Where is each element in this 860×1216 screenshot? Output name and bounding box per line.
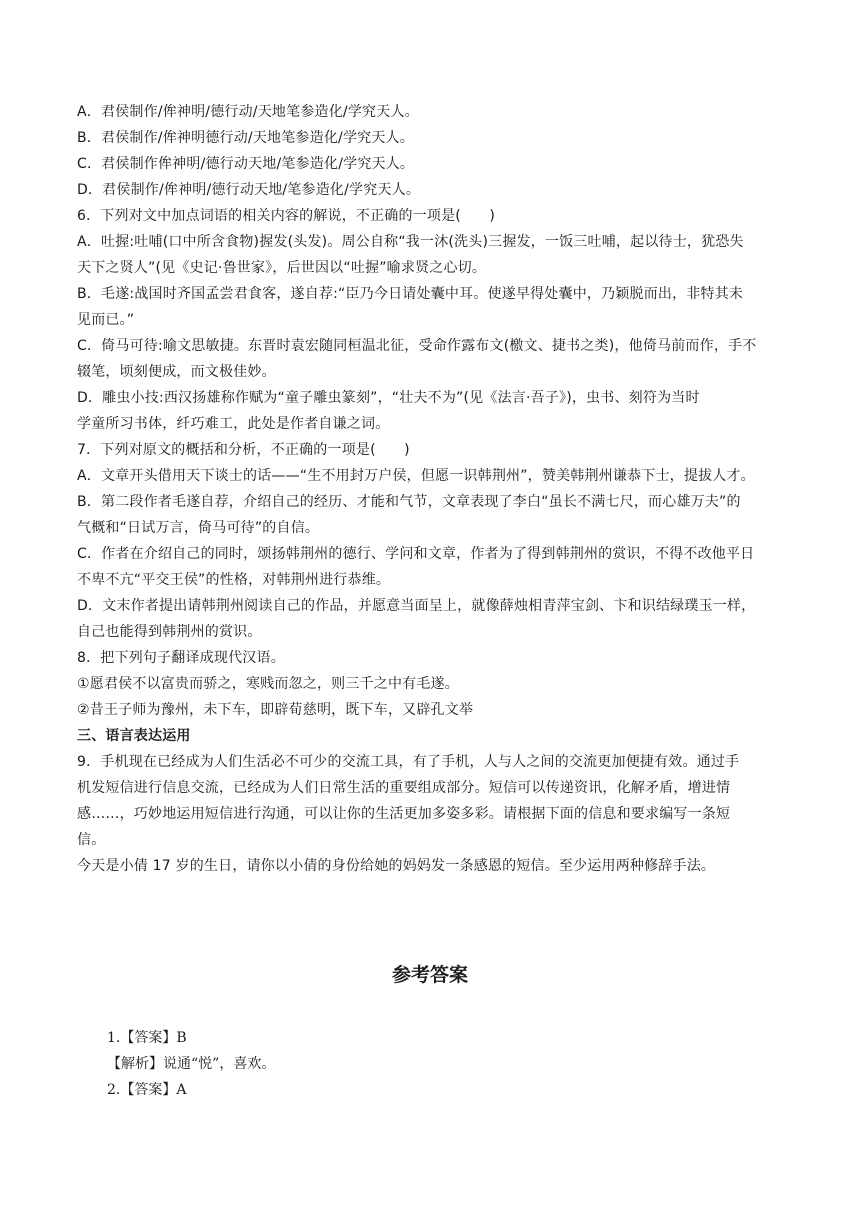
q5-option-a: A．君侯制作/侔神明/德行动/天地笔参造化/学究天人。	[77, 104, 419, 120]
q6-option-b-line1: B．毛遂:战国时齐国孟尝君食客，遂自荐:“臣乃今日请处囊中耳。使遂早得处囊中，乃颖脱而出，非特其未	[77, 286, 744, 302]
answer-1-explanation: 【解析】说通“悦”，喜欢。	[107, 1056, 276, 1072]
q7-option-b-line1: B．第二段作者毛遂自荐，介绍自己的经历、才能和气节，文章表现了李白“虽长不满七尺，而心雄万夫”的	[77, 494, 741, 510]
q9-line-3: 感……，巧妙地运用短信进行沟通，可以让你的生活更加多姿多彩。请根据下面的信息和要求编写一条短	[77, 806, 731, 822]
q7-option-c-line1: C．作者在介绍自己的同时，颂扬韩荆州的德行、学问和文章，作者为了得到韩荆州的赏识，不得不改他平日	[77, 546, 755, 562]
q8-item-2: ②昔王子师为豫州，未下车，即辟荀慈明，既下车，又辟孔文举	[77, 702, 474, 718]
q5-option-d: D．君侯制作/侔神明/德行动天地/笔参造化/学究天人。	[77, 182, 421, 198]
q9-task: 今天是小倩 17 岁的生日，请你以小倩的身份给她的妈妈发一条感恩的短信。至少运用两种修辞手法。	[77, 858, 716, 874]
section-heading: 三、语言表达运用	[77, 728, 191, 744]
q6-stem: 6．下列对文中加点词语的相关内容的解说，不正确的一项是( )	[77, 208, 496, 224]
q7-option-d-line1: D．文末作者提出请韩荆州阅读自己的作品，并愿意当面呈上，就像薛烛相青萍宝剑、卞和识结绿璞玉一样，	[77, 598, 756, 614]
q5-option-b: B．君侯制作/侔神明德行动/天地笔参造化/学究天人。	[77, 130, 414, 146]
q6-option-d-line2: 学童所习书体，纤巧难工，此处是作者自谦之词。	[77, 416, 390, 432]
q7-option-d-line2: 自己也能得到韩荆州的赏识。	[77, 624, 262, 640]
q6-option-a-line2: 天下之贤人”(见《史记·鲁世家》，后世因以“吐握”喻求贤之心切。	[77, 260, 487, 276]
q6-option-a-line1: A．吐握:吐哺(口中所含食物)握发(头发)。周公自称“我一沐(洗头)三握发，一饭三吐哺，起以待士，犹恐失	[77, 234, 744, 250]
question-content	[77, 99, 785, 879]
answers-title: 参考答案	[391, 964, 468, 986]
q8-stem: 8．把下列句子翻译成现代汉语。	[77, 650, 285, 666]
q6-option-c-line1: C．倚马可待:喻文思敏捷。东晋时袁宏随同桓温北征，受命作露布文(檄文、捷书之类)，他倚马前而作，手不	[77, 338, 757, 354]
q6-option-c-line2: 辍笔，顷刻便成，而文极佳妙。	[77, 364, 276, 380]
q6-option-d-line1: D．雕虫小技:西汉扬雄称作赋为“童子雕虫篆刻”，“壮夫不为”(见《法言·吾子》)，虫书、刻符为当时	[77, 390, 700, 406]
q7-option-a: A．文章开头借用天下谈士的话——“生不用封万户侯，但愿一识韩荆州”，赞美韩荆州谦恭下士，提拔人才。	[77, 468, 755, 484]
q6-option-b-line2: 见而已。”	[77, 312, 135, 328]
q9-line-2: 机发短信进行信息交流，已经成为人们日常生活的重要组成部分。短信可以传递资讯，化解矛盾，增进情	[77, 780, 731, 796]
answer-1: 1.【答案】B	[107, 1030, 187, 1046]
answer-2: 2.【答案】A	[107, 1082, 187, 1098]
q7-option-b-line2: 气概和“日试万言，倚马可待”的自信。	[77, 520, 320, 536]
q7-option-c-line2: 不卑不亢“平交王侯”的性格，对韩荆州进行恭维。	[77, 572, 391, 588]
q7-stem: 7．下列对原文的概括和分析，不正确的一项是( )	[77, 442, 410, 458]
q9-line-1: 9．手机现在已经成为人们生活必不可少的交流工具，有了手机，人与人之间的交流更加便捷有效。通过手	[77, 754, 740, 770]
q8-item-1: ①愿君侯不以富贵而骄之，寒贱而忽之，则三千之中有毛遂。	[77, 676, 459, 692]
q5-option-c: C．君侯制作侔神明/德行动天地/笔参造化/学究天人。	[77, 156, 415, 172]
q9-line-4: 信。	[77, 832, 106, 848]
answers-list	[107, 1025, 275, 1103]
